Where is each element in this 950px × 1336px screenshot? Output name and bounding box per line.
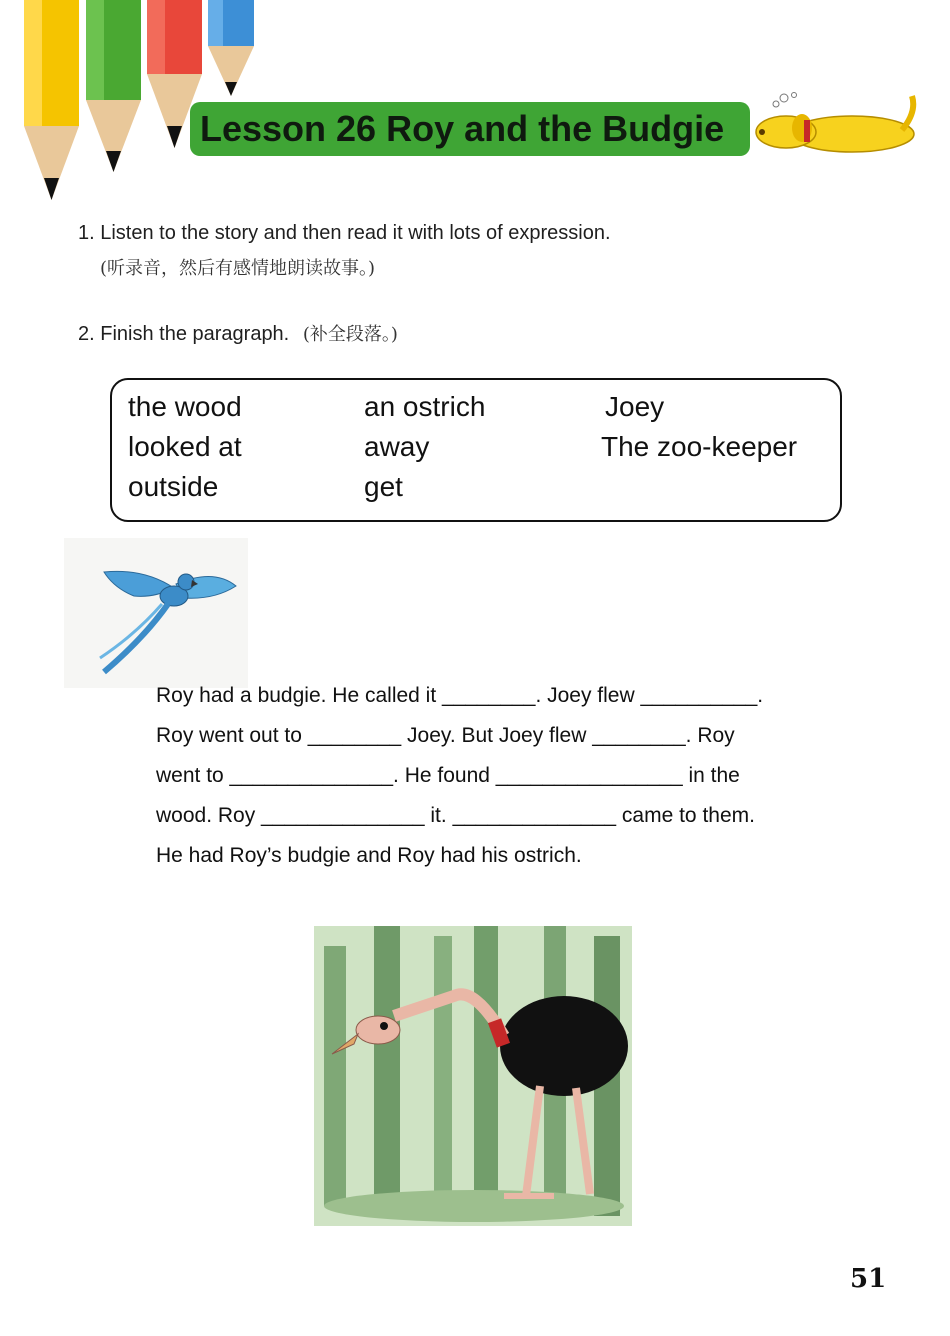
word-bank-item: The zoo-keeper <box>601 431 798 462</box>
word-bank-item: an ostrich <box>364 391 486 422</box>
paragraph-line: Roy had a budgie. He called it ________. Joey flew __________. <box>156 684 764 707</box>
word-bank-item: away <box>364 431 430 462</box>
blue-pencil-icon <box>208 0 254 96</box>
instruction-2 <box>78 320 398 346</box>
page-number: 51 <box>850 1264 887 1294</box>
paragraph-line: went to ______________. He found ________________ in the <box>156 764 740 787</box>
paragraph-line: wood. Roy ______________ it. ______________ came to them. <box>156 804 755 827</box>
budgie-illustration <box>64 538 248 688</box>
word-bank-item: get <box>364 471 403 502</box>
green-pencil-icon <box>86 0 141 172</box>
word-bank-item: Joey <box>605 391 665 422</box>
yellow-pencil-icon <box>24 0 79 200</box>
word-bank-item: outside <box>128 471 219 502</box>
instruction-2-text: 2. Finish the paragraph. <box>78 323 290 345</box>
paragraph-line: He had Roy’s budgie and Roy had his ostrich. <box>156 844 582 867</box>
fill-in-paragraph <box>156 676 856 876</box>
instruction-2-chinese: (补全段落。) <box>302 324 398 345</box>
word-bank-item: looked at <box>128 431 242 462</box>
instruction-1-chinese: (听录音，然后有感情地朗读故事。) <box>100 258 376 279</box>
instruction-1: 1. Listen to the story and then read it with lots of expression. <box>78 222 611 244</box>
ostrich-wood-illustration <box>314 926 632 1226</box>
sleeping-dog-icon <box>752 92 922 158</box>
lesson-title: Lesson 26 Roy and the Budgie <box>200 108 725 149</box>
paragraph-line: Roy went out to ________ Joey. But Joey flew ________. Roy <box>156 724 735 747</box>
word-bank-item: the wood <box>128 391 242 422</box>
